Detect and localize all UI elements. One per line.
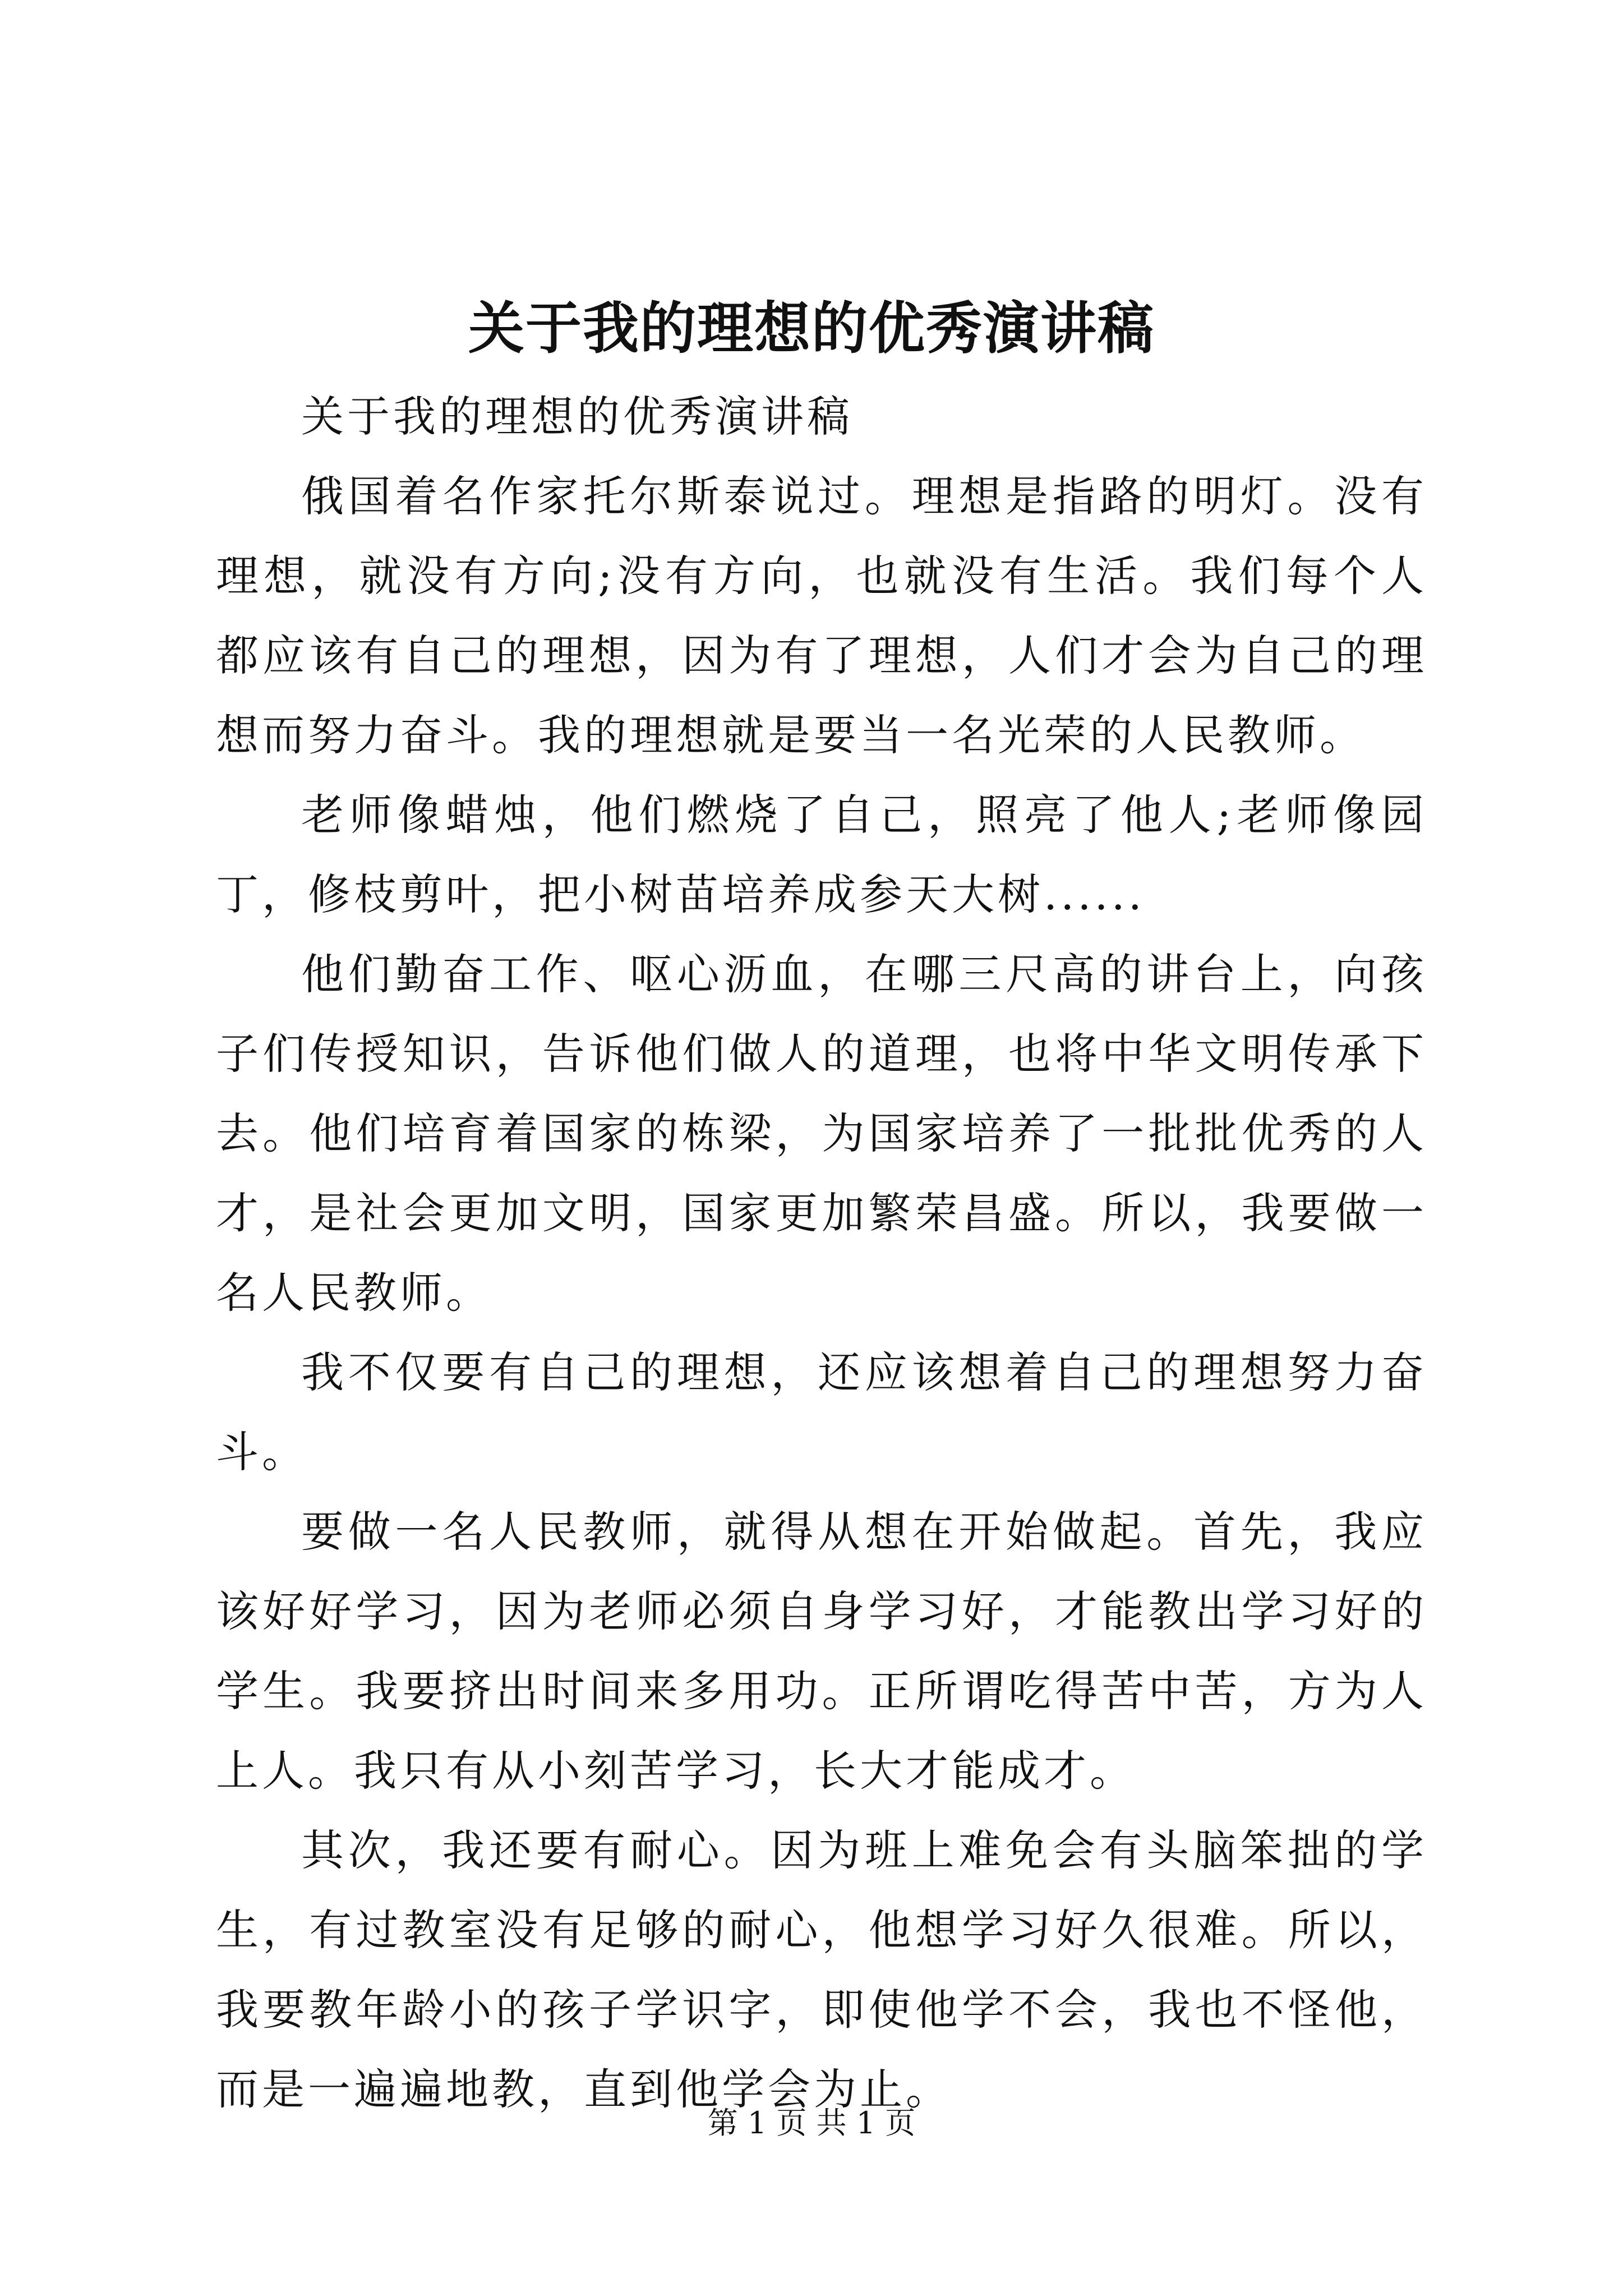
paragraph-subtitle: 关于我的理想的优秀演讲稿 [301,392,853,441]
paragraph: 他们勤奋工作、呕心沥血，在哪三尺高的讲台上，向孩子们传授知识，告诉他们做人的道理，也将中华文明传承下去。他们培育着国家的栋梁，为国家培养了一批批优秀的人才，是社会更加文明，国家更加繁荣昌盛。所以，我要做一名人民教师。 [216,949,1427,1318]
document-title: 关于我的理想的优秀演讲稿 [468,295,1155,361]
document-body [216,377,1427,2129]
paragraph: 老师像蜡烛，他们燃烧了自己，照亮了他人;老师像园丁，修枝剪叶，把小树苗培养成参天大树...... [216,790,1427,919]
paragraph: 要做一名人民教师，就得从想在开始做起。首先，我应该好好学习，因为老师必须自身学习好，才能教出学习好的学生。我要挤出时间来多用功。正所谓吃得苦中苦，方为人上人。我只有从小刻苦学习，长大才能成才。 [216,1507,1427,1796]
page-number-footer: 第 1 页 共 1 页 [707,2105,916,2141]
paragraph: 我不仅要有自己的理想，还应该想着自己的理想努力奋斗。 [216,1347,1427,1477]
paragraph: 俄国着名作家托尔斯泰说过。理想是指路的明灯。没有理想，就没有方向;没有方向，也就没有生活。我们每个人都应该有自己的理想，因为有了理想，人们才会为自己的理想而努力奋斗。我的理想就是要当一名光荣的人民教师。 [216,471,1427,760]
paragraph: 其次，我还要有耐心。因为班上难免会有头脑笨拙的学生，有过教室没有足够的耐心，他想学习好久很难。所以，我要教年龄小的孩子学识字，即使他学不会，我也不怪他，而是一遍遍地教，直到他学会为止。 [216,1825,1427,2114]
